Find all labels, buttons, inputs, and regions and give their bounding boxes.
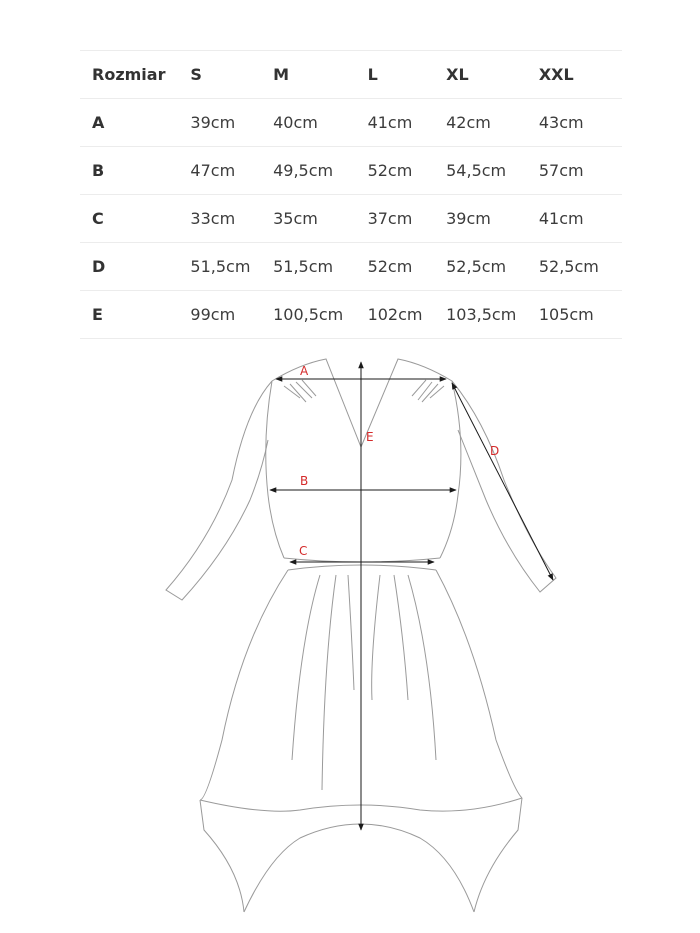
row-label: D [80,243,178,291]
measurement-arrows [270,362,553,830]
header-cell: XXL [527,51,622,99]
table-cell: 52,5cm [527,243,622,291]
table-cell: 42cm [434,99,527,147]
table-cell: 41cm [356,99,435,147]
header-cell: L [356,51,435,99]
row-label: A [80,99,178,147]
table-cell: 40cm [261,99,355,147]
table-cell: 52cm [356,243,435,291]
marker-label-e: E [366,430,374,444]
table-cell: 39cm [178,99,261,147]
marker-label-c: C [299,544,308,558]
table-cell: 100,5cm [261,291,355,339]
table-cell: 43cm [527,99,622,147]
row-label: E [80,291,178,339]
table-cell: 47cm [178,147,261,195]
table-cell: 35cm [261,195,355,243]
row-label: C [80,195,178,243]
measurement-line-d [452,383,553,580]
table-cell: 52,5cm [434,243,527,291]
header-cell: Rozmiar [80,51,178,99]
table-cell: 57cm [527,147,622,195]
table-cell: 51,5cm [261,243,355,291]
marker-label-d: D [490,444,500,458]
table-cell: 99cm [178,291,261,339]
row-label: B [80,147,178,195]
marker-label-b: B [300,474,309,488]
table-cell: 54,5cm [434,147,527,195]
table-cell: 33cm [178,195,261,243]
table-cell: 39cm [434,195,527,243]
table-cell: 105cm [527,291,622,339]
table-cell: 49,5cm [261,147,355,195]
marker-label-a: A [300,364,309,378]
table-cell: 52cm [356,147,435,195]
table-cell: 51,5cm [178,243,261,291]
table-cell: 37cm [356,195,435,243]
measurement-labels [299,364,499,558]
table-cell: 41cm [527,195,622,243]
table-cell: 103,5cm [434,291,527,339]
header-cell: M [261,51,355,99]
header-cell: XL [434,51,527,99]
header-cell: S [178,51,261,99]
table-cell: 102cm [356,291,435,339]
